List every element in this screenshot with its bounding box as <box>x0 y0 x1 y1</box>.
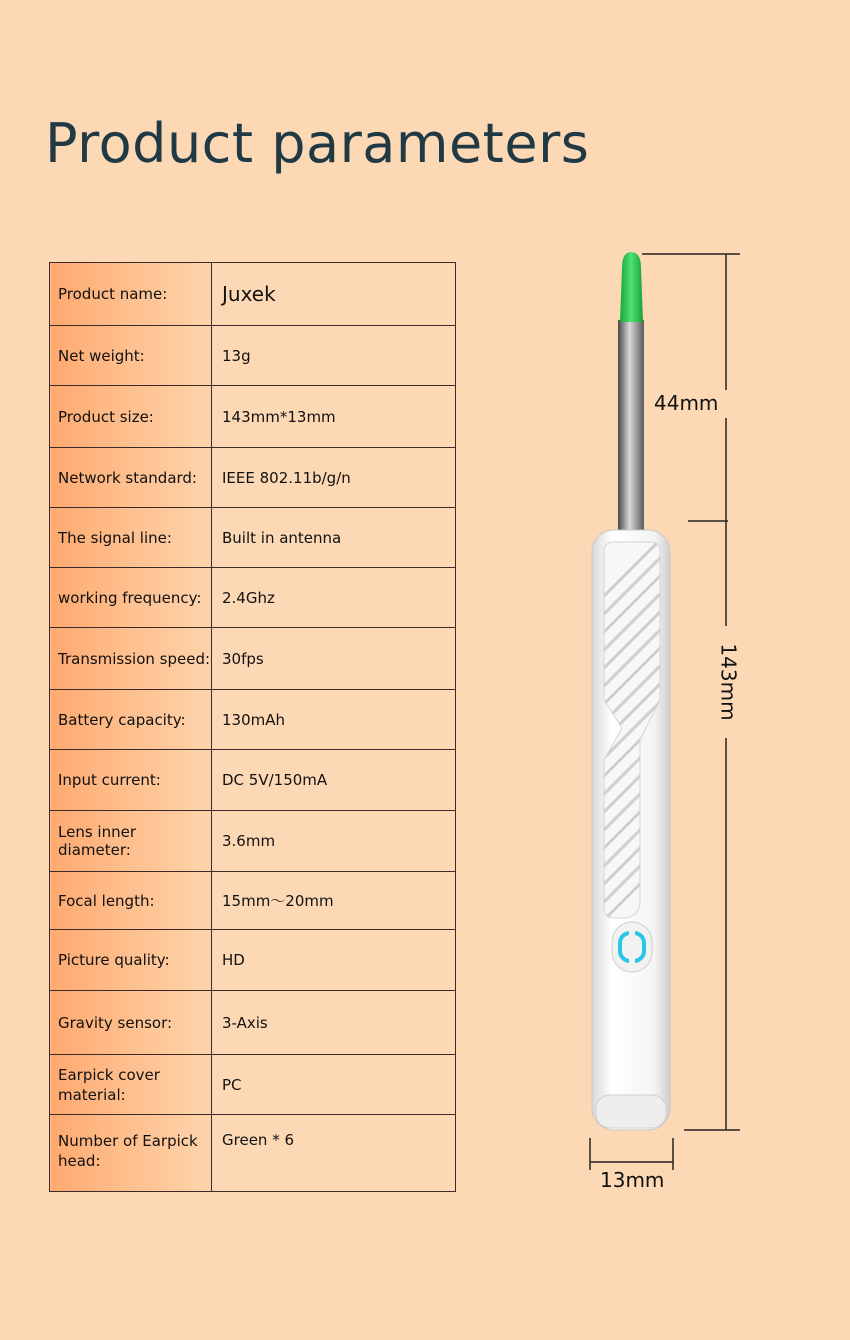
param-label-line: Earpick cover <box>58 1065 160 1084</box>
param-label: Focal length: <box>50 872 212 930</box>
param-label <box>50 1115 212 1192</box>
table-row <box>50 872 456 930</box>
param-label: Picture quality: <box>50 930 212 991</box>
table-row <box>50 568 456 628</box>
table-row <box>50 930 456 991</box>
earpick-tip <box>620 252 643 322</box>
param-label: Gravity sensor: <box>50 991 212 1055</box>
param-label: Battery capacity: <box>50 690 212 750</box>
table-row <box>50 386 456 448</box>
table-row <box>50 750 456 811</box>
table-row <box>50 628 456 690</box>
parameters-table <box>49 262 456 1192</box>
product-illustration <box>560 240 840 1200</box>
param-label-line: head: <box>58 1152 101 1170</box>
param-label: The signal line: <box>50 508 212 568</box>
param-label: Net weight: <box>50 326 212 386</box>
param-value: 3-Axis <box>212 991 456 1055</box>
param-value: HD <box>212 930 456 991</box>
width-label: 13mm <box>600 1168 665 1192</box>
param-label: Product size: <box>50 386 212 448</box>
param-value: 3.6mm <box>212 811 456 872</box>
param-value: Juxek <box>212 263 456 326</box>
param-label: Product name: <box>50 263 212 326</box>
device-end-cap <box>596 1095 666 1128</box>
param-value: 130mAh <box>212 690 456 750</box>
probe-rod <box>618 320 644 538</box>
param-label <box>50 1055 212 1115</box>
param-value: 15mm～20mm <box>212 872 456 930</box>
param-label: Input current: <box>50 750 212 811</box>
param-label: Transmission speed: <box>50 628 212 690</box>
table-row <box>50 1055 456 1115</box>
param-label-line: material: <box>58 1085 126 1104</box>
table-row <box>50 263 456 326</box>
param-value: Built in antenna <box>212 508 456 568</box>
param-label-line: Number of Earpick <box>58 1132 198 1150</box>
param-label: working frequency: <box>50 568 212 628</box>
param-value: PC <box>212 1055 456 1115</box>
table-row <box>50 326 456 386</box>
param-value: 2.4Ghz <box>212 568 456 628</box>
param-label: Lens inner diameter: <box>50 811 212 872</box>
table-row <box>50 508 456 568</box>
table-row <box>50 448 456 508</box>
table-row <box>50 1115 456 1192</box>
param-value: Green * 6 <box>212 1115 456 1192</box>
page-title: Product parameters <box>45 112 590 175</box>
param-value: DC 5V/150mA <box>212 750 456 811</box>
power-button <box>612 922 652 972</box>
table-row <box>50 811 456 872</box>
param-value: 13g <box>212 326 456 386</box>
table-row <box>50 991 456 1055</box>
param-value: 30fps <box>212 628 456 690</box>
param-label: Network standard: <box>50 448 212 508</box>
tip-length-label: 44mm <box>654 391 719 415</box>
param-value: IEEE 802.11b/g/n <box>212 448 456 508</box>
param-value: 143mm*13mm <box>212 386 456 448</box>
total-length-label: 143mm <box>716 643 741 721</box>
table-row <box>50 690 456 750</box>
